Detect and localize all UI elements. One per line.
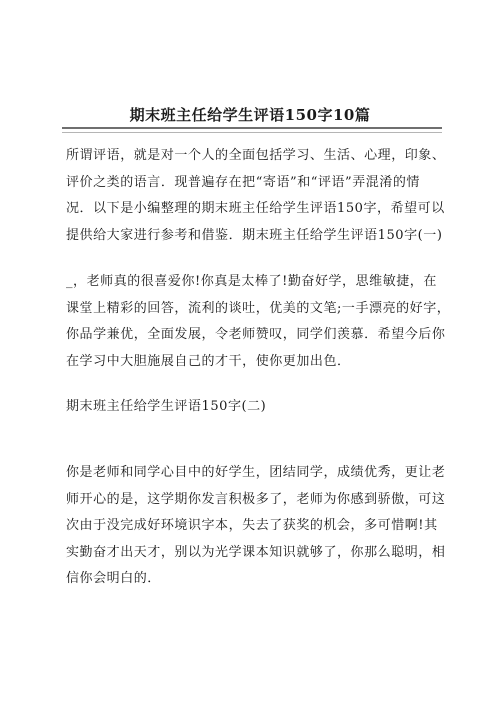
intro-paragraph — [66, 143, 446, 249]
title-divider-thin — [62, 132, 442, 133]
title-divider — [62, 127, 442, 129]
text-line: 提供给大家进行参考和借鉴．期末班主任给学生评语150字(一) — [66, 227, 443, 243]
section-heading-2 — [66, 394, 438, 421]
text-line: 你是老师和同学心目中的好学生，团结同学，成绩优秀，更让老 — [66, 465, 446, 480]
text-line: 期末班主任给学生评语150字(二) — [66, 399, 267, 414]
text-line: 师开心的是，这学期你发言积极多了，老师为你感到骄傲，可这 — [66, 491, 446, 507]
text-line: 评价之类的语言．现普遍存在把“寄语”和“评语”弄混淆的情 — [66, 174, 420, 190]
text-line: 你品学兼优，全面发展，令老师赞叹，同学们羡慕．希望今后你 — [66, 327, 446, 342]
comment-paragraph-1 — [66, 269, 451, 375]
text-line: 课堂上精彩的回答，流利的谈吐，优美的文笔;一手漂亮的好字， — [66, 300, 451, 316]
text-line: 在学习中大胆施展自己的才干，使你更加出色． — [66, 353, 351, 369]
document-title: 期末班主任给学生评语150字10篇 — [129, 106, 371, 124]
text-line: 所谓评语，就是对一个人的全面包括学习、生活、心理，印象、 — [66, 148, 446, 163]
text-line: 况．以下是小编整理的期末班主任给学生评语150字，希望可以 — [66, 201, 445, 216]
text-line: 信你会明白的． — [66, 571, 161, 586]
comment-paragraph-2 — [66, 460, 446, 593]
text-line: 实勤奋才出天才，别以为光学课本知识就够了，你那么聪明，相 — [66, 544, 446, 560]
text-line: 次由于没完成好环境识字本，失去了获奖的机会，多可惜啊!其 — [66, 518, 438, 533]
text-line: _，老师真的很喜爱你!你真是太棒了!勤奋好学，思维敏捷，在 — [66, 274, 437, 289]
